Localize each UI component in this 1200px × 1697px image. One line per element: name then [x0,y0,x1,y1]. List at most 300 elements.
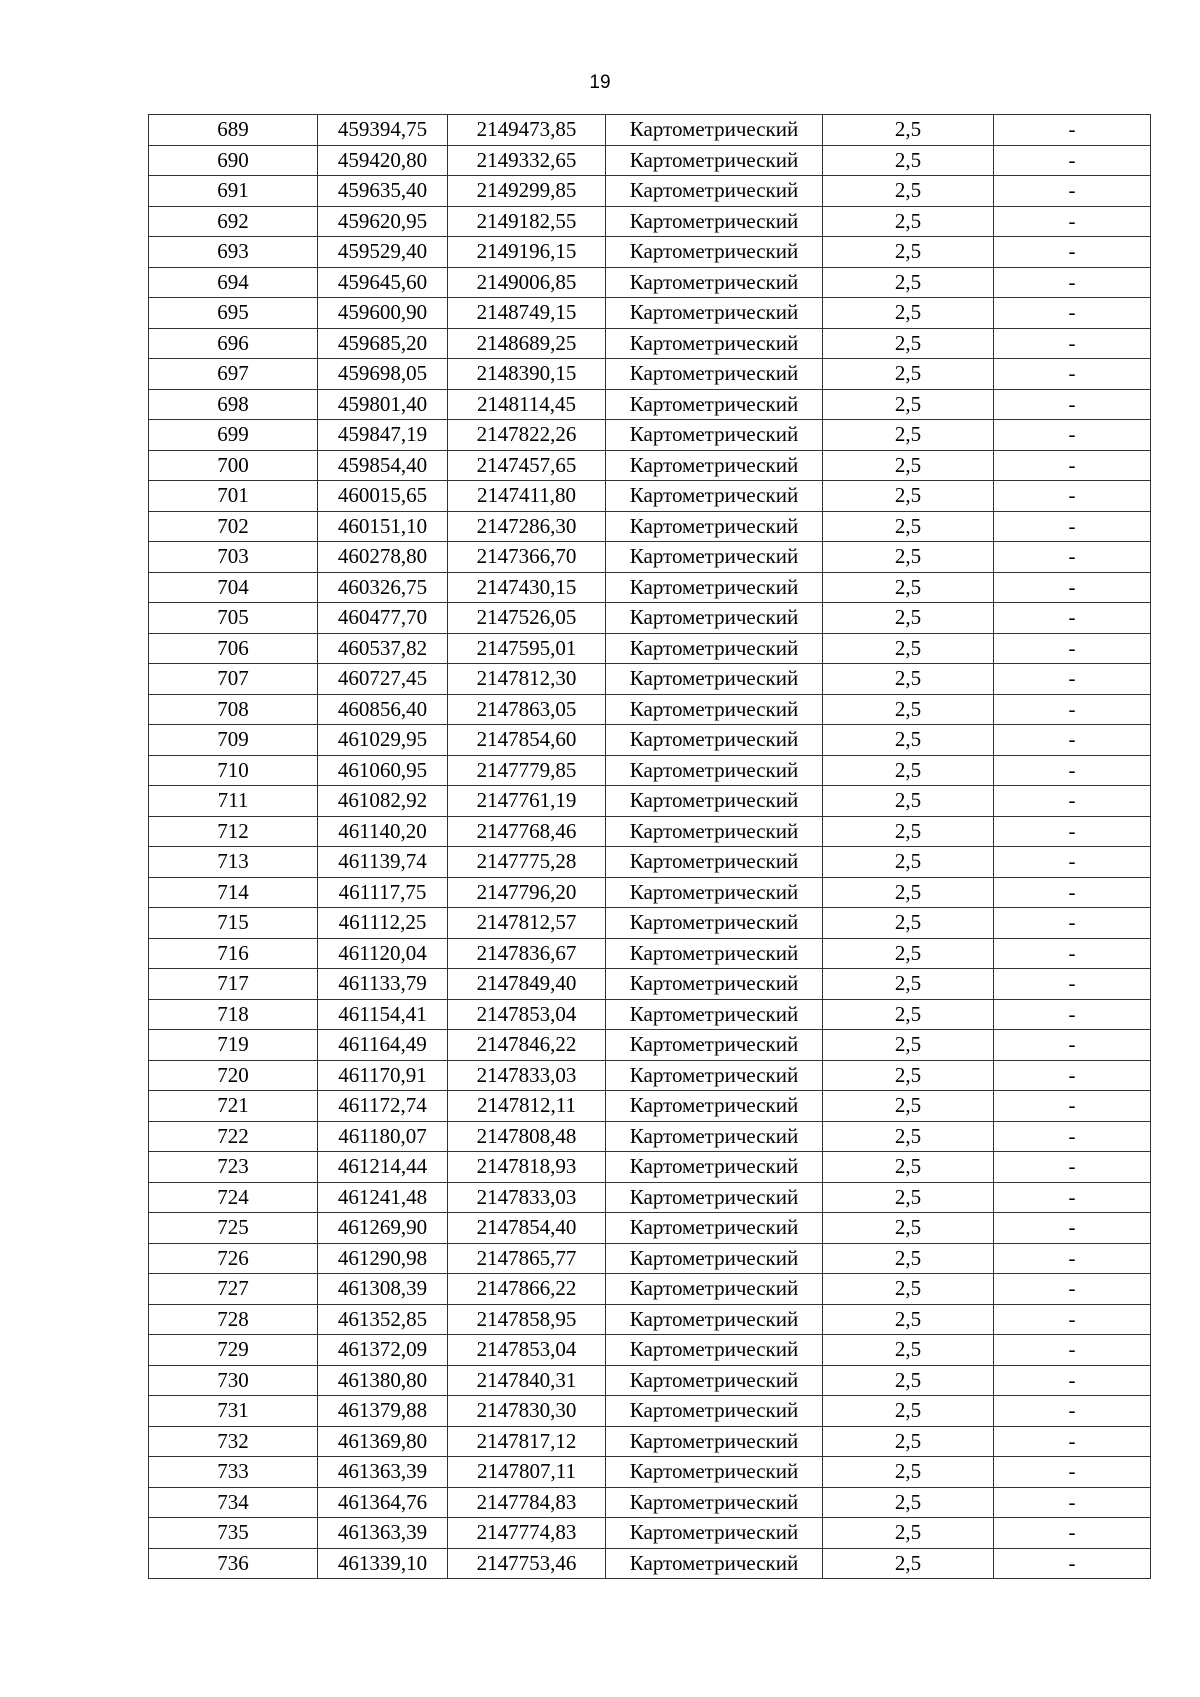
table-row [149,1213,1151,1244]
y-coordinate-cell: 2147775,28 [448,847,606,878]
y-coordinate-cell: 2147768,46 [448,816,606,847]
point-number-cell: 696 [149,328,318,359]
accuracy-cell: 2,5 [823,1396,994,1427]
accuracy-cell: 2,5 [823,816,994,847]
note-cell: - [994,542,1151,573]
method-cell: Картометрический [606,1152,823,1183]
method-cell: Картометрический [606,1548,823,1579]
x-coordinate-cell: 460278,80 [318,542,448,573]
note-cell: - [994,1243,1151,1274]
table-row [149,603,1151,634]
accuracy-cell: 2,5 [823,1457,994,1488]
y-coordinate-cell: 2147863,05 [448,694,606,725]
note-cell: - [994,1548,1151,1579]
x-coordinate-cell: 461154,41 [318,999,448,1030]
note-cell: - [994,816,1151,847]
point-number-cell: 719 [149,1030,318,1061]
table-row [149,908,1151,939]
y-coordinate-cell: 2147818,93 [448,1152,606,1183]
point-number-cell: 700 [149,450,318,481]
point-number-cell: 697 [149,359,318,390]
accuracy-cell: 2,5 [823,725,994,756]
method-cell: Картометрический [606,755,823,786]
accuracy-cell: 2,5 [823,1304,994,1335]
point-number-cell: 702 [149,511,318,542]
method-cell: Картометрический [606,603,823,634]
x-coordinate-cell: 461140,20 [318,816,448,847]
method-cell: Картометрический [606,511,823,542]
table-row [149,755,1151,786]
note-cell: - [994,1487,1151,1518]
table-row [149,1182,1151,1213]
x-coordinate-cell: 461379,88 [318,1396,448,1427]
x-coordinate-cell: 461164,49 [318,1030,448,1061]
x-coordinate-cell: 461082,92 [318,786,448,817]
note-cell: - [994,969,1151,1000]
note-cell: - [994,359,1151,390]
coordinates-table-body [149,115,1151,1579]
point-number-cell: 714 [149,877,318,908]
point-number-cell: 692 [149,206,318,237]
accuracy-cell: 2,5 [823,1030,994,1061]
method-cell: Картометрический [606,1274,823,1305]
accuracy-cell: 2,5 [823,1213,994,1244]
table-row [149,1121,1151,1152]
note-cell: - [994,176,1151,207]
table-row [149,969,1151,1000]
note-cell: - [994,603,1151,634]
y-coordinate-cell: 2147853,04 [448,1335,606,1366]
point-number-cell: 717 [149,969,318,1000]
accuracy-cell: 2,5 [823,511,994,542]
note-cell: - [994,694,1151,725]
accuracy-cell: 2,5 [823,481,994,512]
accuracy-cell: 2,5 [823,1060,994,1091]
method-cell: Картометрический [606,725,823,756]
note-cell: - [994,267,1151,298]
y-coordinate-cell: 2147836,67 [448,938,606,969]
note-cell: - [994,999,1151,1030]
table-row [149,725,1151,756]
table-row [149,1365,1151,1396]
point-number-cell: 705 [149,603,318,634]
accuracy-cell: 2,5 [823,694,994,725]
point-number-cell: 706 [149,633,318,664]
table-row [149,1030,1151,1061]
y-coordinate-cell: 2149473,85 [448,115,606,146]
x-coordinate-cell: 459854,40 [318,450,448,481]
accuracy-cell: 2,5 [823,1365,994,1396]
note-cell: - [994,1060,1151,1091]
point-number-cell: 694 [149,267,318,298]
method-cell: Картометрический [606,206,823,237]
y-coordinate-cell: 2147817,12 [448,1426,606,1457]
table-row [149,420,1151,451]
point-number-cell: 718 [149,999,318,1030]
point-number-cell: 729 [149,1335,318,1366]
point-number-cell: 707 [149,664,318,695]
y-coordinate-cell: 2147812,57 [448,908,606,939]
y-coordinate-cell: 2147849,40 [448,969,606,1000]
point-number-cell: 728 [149,1304,318,1335]
x-coordinate-cell: 459698,05 [318,359,448,390]
table-row [149,633,1151,664]
accuracy-cell: 2,5 [823,206,994,237]
point-number-cell: 712 [149,816,318,847]
point-number-cell: 699 [149,420,318,451]
note-cell: - [994,1152,1151,1183]
method-cell: Картометрический [606,1030,823,1061]
x-coordinate-cell: 461339,10 [318,1548,448,1579]
page-number: 19 [589,72,611,93]
y-coordinate-cell: 2147784,83 [448,1487,606,1518]
point-number-cell: 733 [149,1457,318,1488]
y-coordinate-cell: 2147753,46 [448,1548,606,1579]
point-number-cell: 704 [149,572,318,603]
table-row [149,206,1151,237]
point-number-cell: 715 [149,908,318,939]
method-cell: Картометрический [606,450,823,481]
point-number-cell: 725 [149,1213,318,1244]
method-cell: Картометрический [606,938,823,969]
note-cell: - [994,328,1151,359]
note-cell: - [994,237,1151,268]
x-coordinate-cell: 461117,75 [318,877,448,908]
method-cell: Картометрический [606,1243,823,1274]
x-coordinate-cell: 461029,95 [318,725,448,756]
accuracy-cell: 2,5 [823,877,994,908]
method-cell: Картометрический [606,267,823,298]
method-cell: Картометрический [606,877,823,908]
table-row [149,1396,1151,1427]
table-row [149,1335,1151,1366]
y-coordinate-cell: 2147761,19 [448,786,606,817]
note-cell: - [994,877,1151,908]
method-cell: Картометрический [606,1213,823,1244]
x-coordinate-cell: 460151,10 [318,511,448,542]
method-cell: Картометрический [606,999,823,1030]
y-coordinate-cell: 2147430,15 [448,572,606,603]
point-number-cell: 698 [149,389,318,420]
table-row [149,1426,1151,1457]
point-number-cell: 735 [149,1518,318,1549]
x-coordinate-cell: 461214,44 [318,1152,448,1183]
table-row [149,542,1151,573]
note-cell: - [994,847,1151,878]
point-number-cell: 701 [149,481,318,512]
method-cell: Картометрический [606,237,823,268]
y-coordinate-cell: 2149182,55 [448,206,606,237]
table-row [149,359,1151,390]
note-cell: - [994,1091,1151,1122]
point-number-cell: 708 [149,694,318,725]
x-coordinate-cell: 461241,48 [318,1182,448,1213]
accuracy-cell: 2,5 [823,389,994,420]
x-coordinate-cell: 459801,40 [318,389,448,420]
note-cell: - [994,420,1151,451]
y-coordinate-cell: 2148390,15 [448,359,606,390]
x-coordinate-cell: 460477,70 [318,603,448,634]
table-row [149,694,1151,725]
point-number-cell: 736 [149,1548,318,1579]
x-coordinate-cell: 461139,74 [318,847,448,878]
table-row [149,481,1151,512]
x-coordinate-cell: 461112,25 [318,908,448,939]
point-number-cell: 695 [149,298,318,329]
method-cell: Картометрический [606,1060,823,1091]
x-coordinate-cell: 461308,39 [318,1274,448,1305]
note-cell: - [994,298,1151,329]
table-row [149,511,1151,542]
note-cell: - [994,1365,1151,1396]
point-number-cell: 730 [149,1365,318,1396]
point-number-cell: 711 [149,786,318,817]
table-row [149,999,1151,1030]
accuracy-cell: 2,5 [823,1548,994,1579]
accuracy-cell: 2,5 [823,1152,994,1183]
note-cell: - [994,1518,1151,1549]
x-coordinate-cell: 460856,40 [318,694,448,725]
table-row [149,816,1151,847]
accuracy-cell: 2,5 [823,664,994,695]
method-cell: Картометрический [606,694,823,725]
x-coordinate-cell: 459635,40 [318,176,448,207]
accuracy-cell: 2,5 [823,1091,994,1122]
x-coordinate-cell: 459600,90 [318,298,448,329]
y-coordinate-cell: 2148749,15 [448,298,606,329]
x-coordinate-cell: 460326,75 [318,572,448,603]
point-number-cell: 731 [149,1396,318,1427]
note-cell: - [994,115,1151,146]
y-coordinate-cell: 2147286,30 [448,511,606,542]
table-row [149,145,1151,176]
note-cell: - [994,481,1151,512]
note-cell: - [994,1335,1151,1366]
x-coordinate-cell: 460727,45 [318,664,448,695]
method-cell: Картометрический [606,1335,823,1366]
method-cell: Картометрический [606,176,823,207]
accuracy-cell: 2,5 [823,999,994,1030]
point-number-cell: 724 [149,1182,318,1213]
accuracy-cell: 2,5 [823,450,994,481]
table-row [149,328,1151,359]
x-coordinate-cell: 459420,80 [318,145,448,176]
method-cell: Картометрический [606,633,823,664]
note-cell: - [994,450,1151,481]
method-cell: Картометрический [606,816,823,847]
y-coordinate-cell: 2147796,20 [448,877,606,908]
table-row [149,176,1151,207]
note-cell: - [994,1457,1151,1488]
accuracy-cell: 2,5 [823,420,994,451]
note-cell: - [994,389,1151,420]
method-cell: Картометрический [606,481,823,512]
point-number-cell: 689 [149,115,318,146]
method-cell: Картометрический [606,1091,823,1122]
table-row [149,237,1151,268]
point-number-cell: 726 [149,1243,318,1274]
y-coordinate-cell: 2147807,11 [448,1457,606,1488]
method-cell: Картометрический [606,1487,823,1518]
method-cell: Картометрический [606,1182,823,1213]
y-coordinate-cell: 2147830,30 [448,1396,606,1427]
point-number-cell: 721 [149,1091,318,1122]
note-cell: - [994,206,1151,237]
point-number-cell: 727 [149,1274,318,1305]
x-coordinate-cell: 460015,65 [318,481,448,512]
point-number-cell: 734 [149,1487,318,1518]
x-coordinate-cell: 461380,80 [318,1365,448,1396]
accuracy-cell: 2,5 [823,1121,994,1152]
method-cell: Картометрический [606,1304,823,1335]
table-row [149,1243,1151,1274]
y-coordinate-cell: 2147808,48 [448,1121,606,1152]
accuracy-cell: 2,5 [823,542,994,573]
y-coordinate-cell: 2147411,80 [448,481,606,512]
point-number-cell: 691 [149,176,318,207]
method-cell: Картометрический [606,1426,823,1457]
x-coordinate-cell: 461363,39 [318,1457,448,1488]
table-row [149,1518,1151,1549]
accuracy-cell: 2,5 [823,1335,994,1366]
y-coordinate-cell: 2148114,45 [448,389,606,420]
method-cell: Картометрический [606,969,823,1000]
method-cell: Картометрический [606,420,823,451]
x-coordinate-cell: 461180,07 [318,1121,448,1152]
note-cell: - [994,1396,1151,1427]
note-cell: - [994,572,1151,603]
table-row [149,938,1151,969]
x-coordinate-cell: 459645,60 [318,267,448,298]
y-coordinate-cell: 2147526,05 [448,603,606,634]
method-cell: Картометрический [606,1121,823,1152]
accuracy-cell: 2,5 [823,1274,994,1305]
note-cell: - [994,938,1151,969]
x-coordinate-cell: 461364,76 [318,1487,448,1518]
note-cell: - [994,786,1151,817]
accuracy-cell: 2,5 [823,969,994,1000]
note-cell: - [994,1213,1151,1244]
method-cell: Картометрический [606,1518,823,1549]
x-coordinate-cell: 459685,20 [318,328,448,359]
y-coordinate-cell: 2147595,01 [448,633,606,664]
table-row [149,1152,1151,1183]
table-row [149,1457,1151,1488]
point-number-cell: 703 [149,542,318,573]
accuracy-cell: 2,5 [823,1243,994,1274]
accuracy-cell: 2,5 [823,938,994,969]
x-coordinate-cell: 461172,74 [318,1091,448,1122]
y-coordinate-cell: 2147858,95 [448,1304,606,1335]
method-cell: Картометрический [606,542,823,573]
method-cell: Картометрический [606,1396,823,1427]
accuracy-cell: 2,5 [823,1487,994,1518]
note-cell: - [994,1121,1151,1152]
y-coordinate-cell: 2147822,26 [448,420,606,451]
x-coordinate-cell: 459847,19 [318,420,448,451]
note-cell: - [994,1274,1151,1305]
x-coordinate-cell: 461170,91 [318,1060,448,1091]
x-coordinate-cell: 461269,90 [318,1213,448,1244]
table-row [149,298,1151,329]
coordinates-table [148,114,1151,1579]
accuracy-cell: 2,5 [823,328,994,359]
table-row [149,115,1151,146]
method-cell: Картометрический [606,786,823,817]
method-cell: Картометрический [606,115,823,146]
y-coordinate-cell: 2147812,11 [448,1091,606,1122]
point-number-cell: 709 [149,725,318,756]
accuracy-cell: 2,5 [823,908,994,939]
table-row [149,450,1151,481]
y-coordinate-cell: 2147833,03 [448,1182,606,1213]
table-row [149,1274,1151,1305]
table-row [149,1487,1151,1518]
method-cell: Картометрический [606,664,823,695]
accuracy-cell: 2,5 [823,145,994,176]
y-coordinate-cell: 2147853,04 [448,999,606,1030]
point-number-cell: 716 [149,938,318,969]
y-coordinate-cell: 2147854,60 [448,725,606,756]
y-coordinate-cell: 2147865,77 [448,1243,606,1274]
y-coordinate-cell: 2147457,65 [448,450,606,481]
y-coordinate-cell: 2147366,70 [448,542,606,573]
x-coordinate-cell: 461352,85 [318,1304,448,1335]
point-number-cell: 713 [149,847,318,878]
x-coordinate-cell: 460537,82 [318,633,448,664]
y-coordinate-cell: 2147866,22 [448,1274,606,1305]
x-coordinate-cell: 461369,80 [318,1426,448,1457]
table-row [149,877,1151,908]
point-number-cell: 693 [149,237,318,268]
accuracy-cell: 2,5 [823,633,994,664]
accuracy-cell: 2,5 [823,115,994,146]
y-coordinate-cell: 2147779,85 [448,755,606,786]
x-coordinate-cell: 461363,39 [318,1518,448,1549]
x-coordinate-cell: 459394,75 [318,115,448,146]
table-row [149,847,1151,878]
accuracy-cell: 2,5 [823,359,994,390]
table-row [149,1304,1151,1335]
method-cell: Картометрический [606,847,823,878]
y-coordinate-cell: 2147840,31 [448,1365,606,1396]
accuracy-cell: 2,5 [823,755,994,786]
note-cell: - [994,145,1151,176]
method-cell: Картометрический [606,145,823,176]
accuracy-cell: 2,5 [823,847,994,878]
accuracy-cell: 2,5 [823,1182,994,1213]
note-cell: - [994,908,1151,939]
point-number-cell: 723 [149,1152,318,1183]
table-row [149,267,1151,298]
note-cell: - [994,664,1151,695]
note-cell: - [994,755,1151,786]
y-coordinate-cell: 2149006,85 [448,267,606,298]
y-coordinate-cell: 2149332,65 [448,145,606,176]
x-coordinate-cell: 461372,09 [318,1335,448,1366]
accuracy-cell: 2,5 [823,1518,994,1549]
x-coordinate-cell: 461120,04 [318,938,448,969]
method-cell: Картометрический [606,298,823,329]
accuracy-cell: 2,5 [823,786,994,817]
point-number-cell: 722 [149,1121,318,1152]
accuracy-cell: 2,5 [823,298,994,329]
y-coordinate-cell: 2148689,25 [448,328,606,359]
method-cell: Картометрический [606,572,823,603]
method-cell: Картометрический [606,908,823,939]
method-cell: Картометрический [606,328,823,359]
x-coordinate-cell: 461060,95 [318,755,448,786]
